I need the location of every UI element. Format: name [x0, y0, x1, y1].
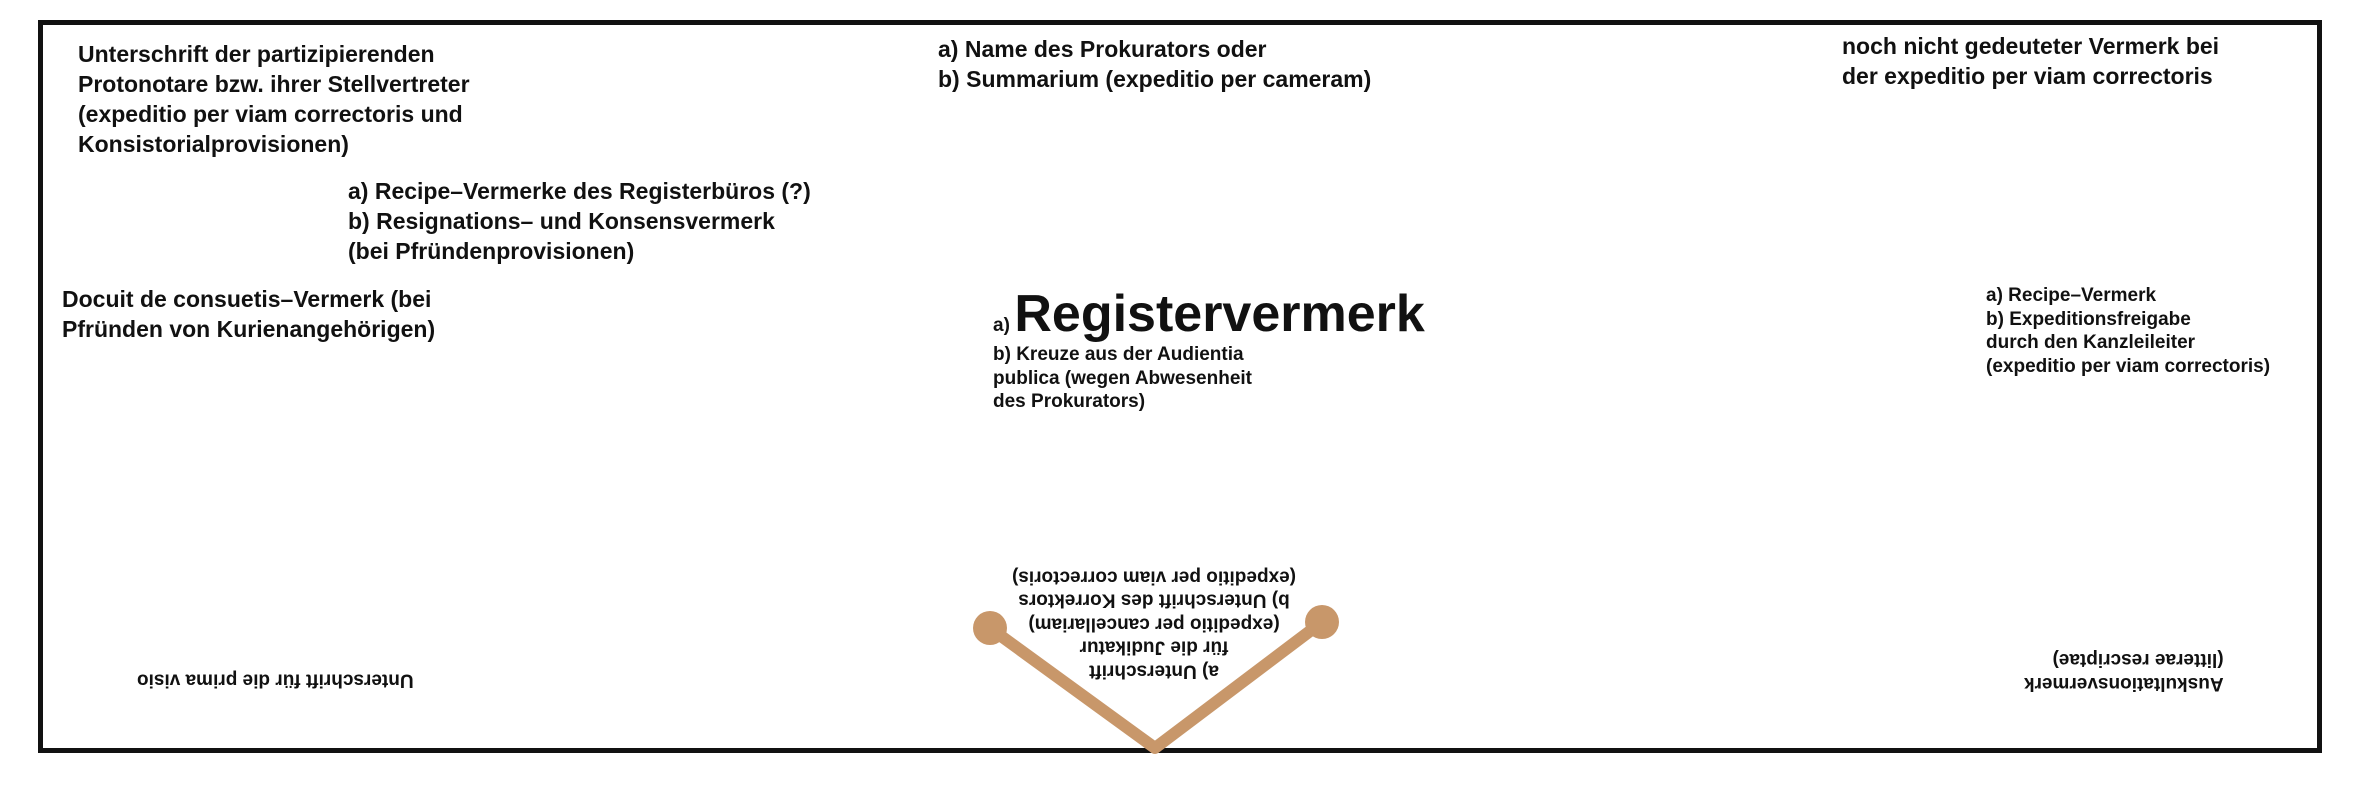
label-line: b) Expeditionsfreigabe	[1986, 308, 2191, 330]
label-procurator-summarium	[938, 34, 1371, 94]
label-line: b) Resignations– und Konsensvermerk	[348, 208, 775, 234]
label-unexplained-note	[1842, 31, 2219, 91]
label-prima-visio	[137, 668, 414, 692]
label-signature-protonotaries	[78, 39, 470, 159]
label-line: Konsistorialprovisionen)	[78, 131, 349, 157]
label-line: Pfründen von Kurienangehörigen)	[62, 316, 436, 342]
label-line: a) Recipe–Vermerke des Registerbüros (?)	[348, 178, 811, 204]
label-line: des Prokurators)	[993, 391, 1146, 412]
label-signatures-judicature-corrector	[1012, 565, 1296, 683]
register-prefix: a)	[993, 315, 1010, 336]
label-line: a) Recipe–Vermerk	[1986, 285, 2157, 306]
label-line: noch nicht gedeuteter Vermerk bei	[1842, 33, 2220, 59]
label-recipe-release	[1986, 284, 2270, 378]
label-register-note	[993, 285, 1425, 414]
label-docuit-note	[62, 284, 435, 344]
label-line: a) Name des Prokurators oder	[938, 36, 1267, 62]
label-line: (bei Pfründenprovisionen)	[348, 238, 635, 264]
label-auscultation-note	[2024, 648, 2224, 695]
label-line: Unterschrift für die prima visio	[137, 669, 414, 691]
label-line: für die Judikatur	[1079, 637, 1229, 658]
label-line: (expeditio per cancellariam)	[1028, 613, 1280, 635]
label-line: Unterschrift der partizipierenden	[78, 41, 435, 67]
label-line: (litterae rescriptae)	[2052, 649, 2224, 671]
label-line: b) Unterschrift des Korrektors	[1018, 590, 1290, 611]
label-recipe-registry	[348, 176, 811, 266]
label-line: Protonotare bzw. ihrer Stellvertreter	[78, 71, 470, 97]
label-line: a) Unterschrift	[1089, 660, 1219, 682]
label-line: durch den Kanzleileiter	[1986, 332, 2196, 353]
label-line: Docuit de consuetis–Vermerk (bei	[62, 286, 432, 312]
label-line: b) Kreuze aus der Audientia	[993, 344, 1244, 365]
label-line: der expeditio per viam correctoris	[1842, 63, 2213, 89]
label-line: (expeditio per viam correctoris und	[78, 101, 463, 127]
label-line: (expeditio per viam correctoris)	[1986, 355, 2271, 377]
label-line: (expeditio per viam correctoris)	[1012, 566, 1297, 588]
label-line: publica (wegen Abwesenheit	[993, 367, 1253, 389]
register-title: Registervermerk	[1014, 285, 1425, 343]
label-line: Auskultationsvermerk	[2024, 673, 2224, 694]
label-line: b) Summarium (expeditio per cameram)	[938, 66, 1372, 92]
